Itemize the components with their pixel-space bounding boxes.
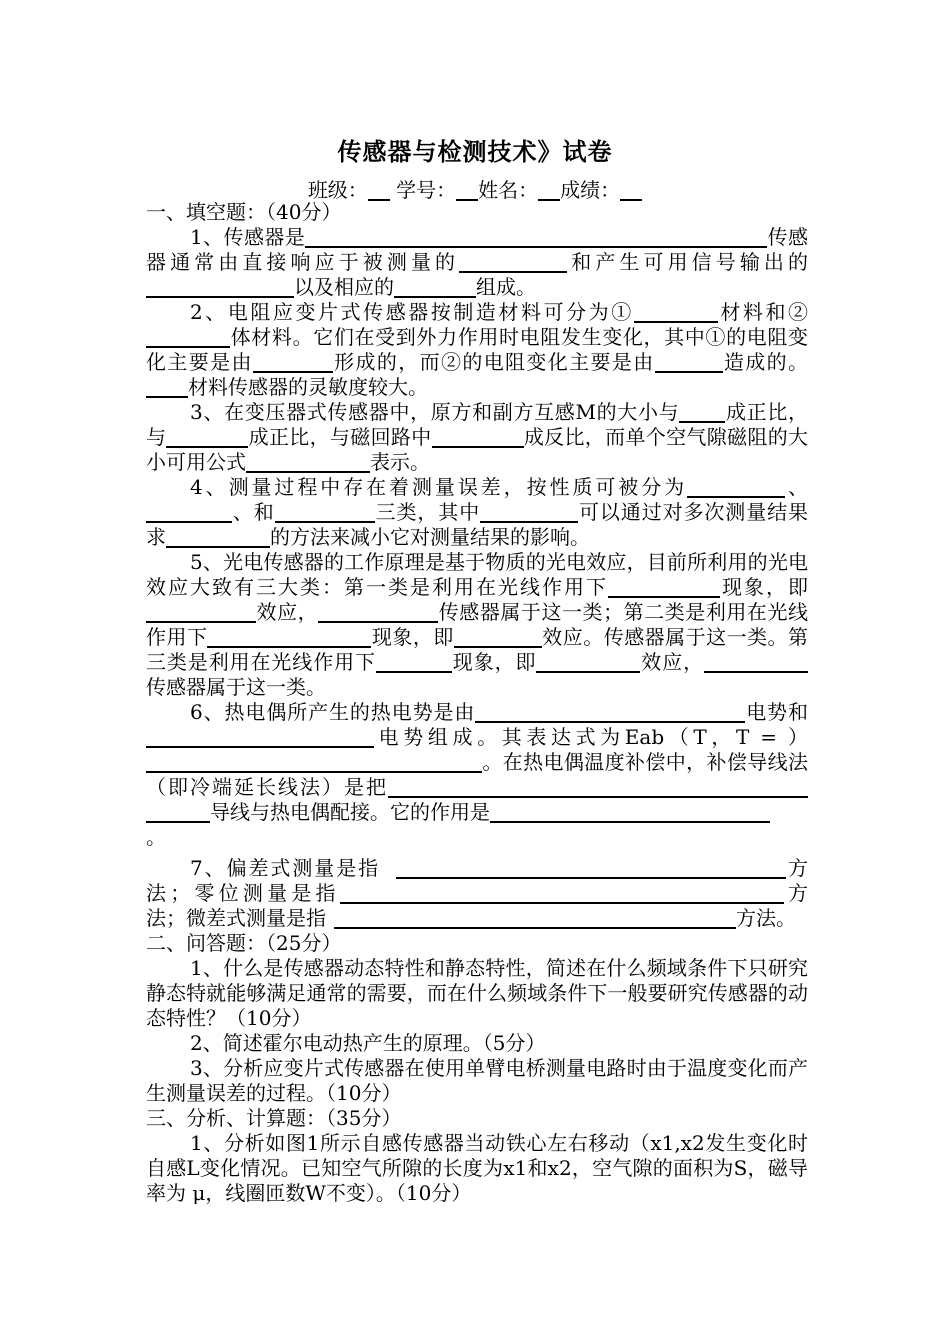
q1-text: 组成。 [476,275,536,299]
answer-blank[interactable] [207,626,371,648]
score-blank[interactable] [620,179,642,201]
answer-blank[interactable] [246,451,370,473]
answer-blank[interactable] [655,351,723,373]
qa-question-2: 2、简述霍尔电动热产生的原理。（5分） [190,1031,546,1055]
answer-blank[interactable] [376,651,452,673]
q5-text: 效应。 [541,625,604,649]
q2-text: 造成的。 [722,350,809,374]
qa-question-3: 3、分析应变片式传感器在使用单臂电桥测量电路时由于温度变化而产生测量误差的过程。（10分） [146,1056,808,1105]
q7-text: 方法；微差式测量是指 [146,881,809,930]
q4-text: 、 [785,475,809,499]
q5-text: 现象，即 [451,650,537,674]
fill-question-4 [146,475,808,550]
q4-text: 的方法来减小它对测量结果的影响。 [270,525,590,549]
answer-blank[interactable] [432,426,524,448]
q1-text: 传感器通常由直接响应于被测量的 [146,225,809,274]
q3-text: 成正比，与 [146,400,809,449]
answer-blank[interactable] [608,576,720,598]
answer-blank[interactable] [275,501,375,523]
section-3-heading: 三、分析、计算题：（35分） [146,1106,402,1130]
answer-blank[interactable] [146,751,482,773]
q2-text: 形成的，而②的电阻变化主要是由 [332,350,655,374]
answer-blank[interactable] [480,501,578,523]
q5-text: 传感器属于这一类；第二类是利用在光线作用下 [146,600,809,649]
answer-blank[interactable] [305,226,767,248]
answer-blank[interactable] [166,426,248,448]
answer-blank[interactable] [253,351,333,373]
answer-blank[interactable] [459,251,567,273]
class-blank[interactable] [368,179,390,201]
q5-text: 现象，即 [720,575,808,599]
student-info-line [0,174,950,203]
q6-text: 。 [146,825,166,849]
fill-question-2 [146,300,808,400]
name-blank[interactable] [538,179,560,201]
q4-text: 、和 [232,500,275,524]
q2-text: 材料和② [717,300,808,324]
q6-text: 电势组成。其表达式为Eab（T，T = ） [374,725,808,749]
answer-blank[interactable] [490,801,770,823]
q7-text: 7、偏差式测量是指 [190,856,381,880]
fill-question-1 [146,225,808,300]
section-2-heading: 二、问答题：（25分） [146,931,342,955]
section-1-heading: 一、填空题：（40分） [146,200,342,224]
q4-text: 4、测量过程中存在着测量误差，按性质可被分为 [190,475,688,499]
answer-blank[interactable] [704,651,808,673]
answer-blank[interactable] [318,601,438,623]
q7-text: 方法。 [736,906,796,930]
answer-blank[interactable] [146,801,210,823]
q5-text: 传感器属于这一类。 [146,675,326,699]
q6-text: 电势和 [745,700,808,724]
q7-text: 方法；零位测量是指 [146,856,809,905]
answer-blank[interactable] [679,401,725,423]
answer-blank[interactable] [146,276,294,298]
answer-blank[interactable] [146,501,232,523]
q3-text: 成反比，而单个空气隙磁阻的大小可用公式 [146,425,809,474]
fill-question-5 [146,550,808,700]
q6-text: 导线与热电偶配接。它的作用是 [210,800,490,824]
class-label: 班级： [307,178,368,202]
answer-blank[interactable] [146,601,256,623]
answer-blank[interactable] [340,882,784,904]
q4-text: 可以通过对多次测量结果求 [146,500,809,549]
student-id-blank[interactable] [456,179,478,201]
q3-text: 成正比，与磁回路中 [248,425,432,449]
answer-blank[interactable] [475,701,745,723]
q4-text: 三类，其中 [374,500,481,524]
fill-question-3 [146,400,808,475]
q3-text: 3、在变压器式传感器中，原方和副方互感M的大小与 [190,400,680,424]
q2-text: 体材料。它们在受到外力作用时电阻发生变化，其中①的电阻变化主要是由 [146,325,808,374]
answer-blank[interactable] [454,626,542,648]
answer-blank[interactable] [536,651,640,673]
fill-question-6 [146,700,808,850]
qa-question-1: 1、什么是传感器动态特性和静态特性，简述在什么频域条件下只研究静态特就能够满足通常的需要，而在什么频域条件下一般要研究传感器的动态特性？（10分） [146,956,808,1030]
calc-question-1: 1、分析如图1所示自感传感器当动铁心左右移动（x1,x2发生变化时自感L变化情况。已知空气所隙的长度为x1和x2，空气隙的面积为S，磁导率为 μ，线圈匝数W不变）。（10分） [146,1131,808,1205]
q2-text: 材料传感器的灵敏度较大。 [188,375,428,399]
q5-text: 5、光电传感器的工作原理是基于物质的光电效应，目前所利用的光电效应大致有三大类：第一类是利用在光线作用下 [146,550,808,599]
q3-text: 表示。 [370,450,430,474]
fill-question-7 [146,856,808,931]
q1-text: 和产生可用信号输出的 [567,250,809,274]
page-title: 传感器与检测技术》试卷 [337,137,613,166]
q5-text: 效应， [256,600,319,624]
student-id-label: 学号： [396,178,457,202]
q2-text: 2、电阻应变片式传感器按制造材料可分为① [190,300,634,324]
answer-blank[interactable] [396,857,786,879]
answer-blank[interactable] [334,907,736,929]
q5-text: 传感器属于这一类。第三类是利用在光线作用下 [146,625,809,674]
name-label: 姓名： [478,178,539,202]
answer-blank[interactable] [146,376,188,398]
answer-blank[interactable] [634,301,718,323]
q6-text: 6、热电偶所产生的热电势是由 [190,700,476,724]
q5-text: 效应， [640,650,705,674]
answer-blank[interactable] [166,526,270,548]
answer-blank[interactable] [146,326,230,348]
answer-blank[interactable] [388,776,808,798]
q1-text: 1、传感器是 [190,225,306,249]
answer-blank[interactable] [394,276,476,298]
q5-text: 现象，即 [371,625,454,649]
q1-text: 以及相应的 [294,275,394,299]
q6-text: 。在热电偶温度补偿中，补偿导线法（即冷端延长线法）是把 [146,750,808,799]
answer-blank[interactable] [146,726,374,748]
answer-blank[interactable] [687,476,785,498]
score-label: 成绩： [560,178,621,202]
exam-content [146,200,808,1206]
